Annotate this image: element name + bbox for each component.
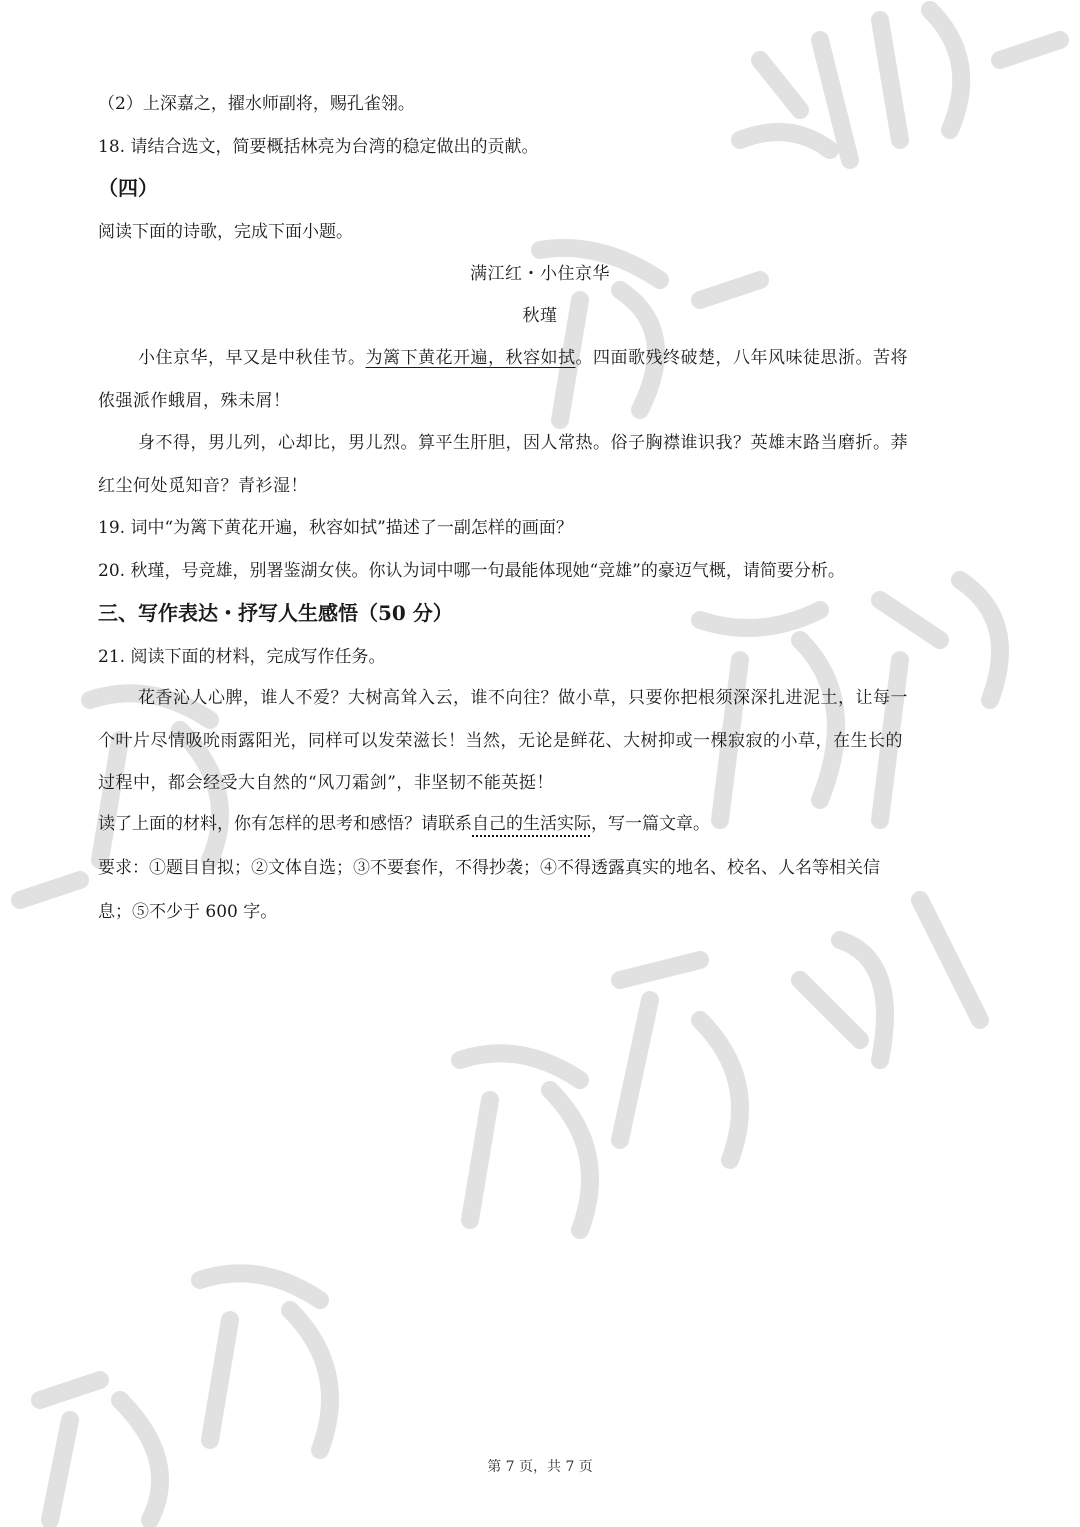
section-3-heading: 三、写作表达・抒写人生感悟（50 分） bbox=[98, 601, 453, 625]
stanza-1-text-cont: 。四面歌残终破楚，八年风味徒思浙。苦将 bbox=[575, 348, 908, 368]
emphasized-phrase: 自己的生活实际 bbox=[472, 814, 591, 834]
question-21: 21. 阅读下面的材料，完成写作任务。 bbox=[98, 647, 386, 667]
writing-prompt bbox=[98, 812, 710, 836]
prompt-text-cont: ，写一篇文章。 bbox=[591, 814, 710, 834]
question-20: 20. 秋瑾，号竞雄，别署鉴湖女侠。你认为词中哪一句最能体现她“竞雄”的豪迈气概，请简要分析。 bbox=[98, 561, 845, 581]
material-line-1: 花香沁人心脾，谁人不爱？大树高耸入云，谁不向往？做小草，只要你把根须深深扎进泥土，让每一 bbox=[138, 688, 908, 708]
poem-stanza-2-line-2: 红尘何处觅知音？青衫湿！ bbox=[98, 476, 308, 496]
prompt-text: 读了上面的材料，你有怎样的思考和感悟？请联系 bbox=[98, 814, 472, 834]
stanza-1-text: 小住京华，早又是中秋佳节。 bbox=[138, 348, 366, 368]
requirements-line-1: 要求：①题目自拟；②文体自选；③不要套作，不得抄袭；④不得透露真实的地名、校名、人名等相关信 bbox=[98, 858, 880, 878]
poem-author: 秋瑾 bbox=[522, 306, 558, 326]
poem-title: 满江红・小住京华 bbox=[470, 264, 610, 284]
question-18: 18. 请结合选文，简要概括林亮为台湾的稳定做出的贡献。 bbox=[98, 137, 539, 157]
underlined-verse: 为篱下黄花开遍，秋容如拭 bbox=[365, 348, 576, 368]
question-19: 19. 词中“为篱下黄花开遍，秋容如拭”描述了一副怎样的画面？ bbox=[98, 518, 573, 538]
poem-stanza-1-line-2: 侬强派作蛾眉，殊未屑！ bbox=[98, 391, 291, 411]
q17-item-2: （2）上深嘉之，擢水师副将，赐孔雀翎。 bbox=[98, 94, 415, 114]
requirements-line-2: 息；⑤不少于 600 字。 bbox=[98, 902, 278, 922]
poem-stanza-1-line-1 bbox=[138, 346, 908, 370]
section-4-heading: （四） bbox=[98, 176, 158, 200]
poem-intro: 阅读下面的诗歌，完成下面小题。 bbox=[98, 222, 353, 242]
material-line-3: 过程中，都会经受大自然的“风刀霜剑”，非坚韧不能英挺！ bbox=[98, 773, 554, 793]
material-line-2: 个叶片尽情吸吮雨露阳光，同样可以发荣滋长！当然，无论是鲜花、大树抑或一棵寂寂的小草，在生长的 bbox=[98, 731, 903, 751]
page-number: 第 7 页，共 7 页 bbox=[487, 1459, 593, 1475]
poem-stanza-2-line-1: 身不得，男儿列，心却比，男儿烈。算平生肝胆，因人常热。俗子胸襟谁识我？英雄末路当磨折。莽 bbox=[138, 433, 908, 453]
